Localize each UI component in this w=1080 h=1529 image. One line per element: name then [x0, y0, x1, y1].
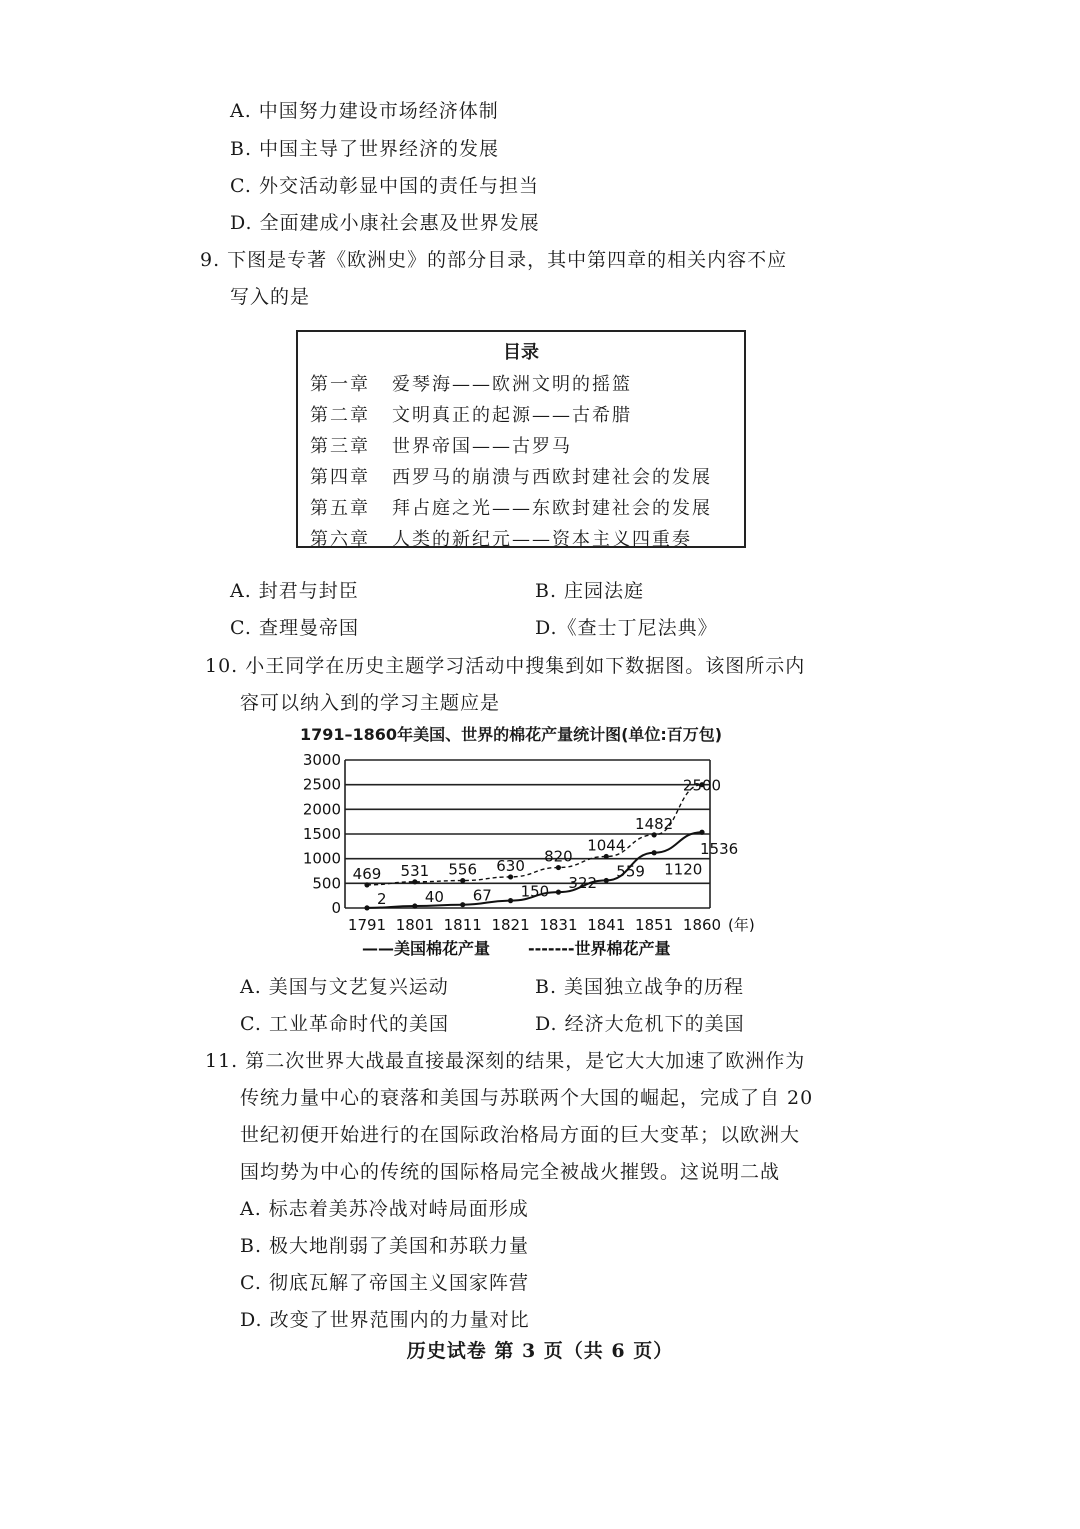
toc-chapter: 第五章: [310, 498, 370, 519]
us-data-label: 1120: [664, 860, 703, 879]
cotton-chart: [0, 740, 1080, 970]
toc-chapter: 第四章: [310, 467, 370, 488]
us-data-label: 40: [424, 888, 444, 907]
y-tick-label: 0: [331, 899, 341, 917]
world-data-label: 531: [400, 861, 430, 880]
toc-row: [310, 463, 712, 489]
q11-stem-line1: 11. 第二次世界大战最直接最深刻的结果，是它大大加速了欧洲作为: [205, 1050, 806, 1072]
q9-stem-line1: 9. 下图是专著《欧洲史》的部分目录，其中第四章的相关内容不应: [200, 249, 788, 271]
us-data-point: [460, 902, 465, 907]
us-data-point: [412, 903, 417, 908]
us-data-point: [556, 890, 561, 895]
toc-chapter: 第二章: [310, 405, 370, 426]
y-tick-label: 2500: [302, 775, 341, 794]
table-of-contents: [296, 330, 746, 548]
x-tick-label: 1821: [491, 916, 530, 934]
us-data-label: 2: [377, 889, 387, 908]
q8-option-c: C. 外交活动彰显中国的责任与担当: [230, 175, 539, 197]
world-data-label: 1044: [587, 836, 626, 855]
us-data-label: 1536: [700, 840, 739, 859]
q10-option-d: D. 经济大危机下的美国: [535, 1013, 745, 1035]
us-data-point: [364, 905, 369, 910]
q8-option-b: B. 中国主导了世界经济的发展: [230, 138, 500, 160]
world-data-point: [556, 865, 561, 870]
toc-text: 拜占庭之光——东欧封建社会的发展: [392, 498, 712, 519]
q11-option-a: A. 标志着美苏冷战对峙局面形成: [240, 1198, 529, 1220]
toc-chapter: 第一章: [310, 374, 370, 395]
world-data-point: [508, 874, 513, 879]
us-data-label: 67: [472, 886, 492, 905]
y-tick-label: 2000: [302, 800, 341, 819]
world-data-label: 469: [352, 864, 382, 883]
world-data-label: 1482: [635, 814, 674, 833]
q11-option-c: C. 彻底瓦解了帝国主义国家阵营: [240, 1272, 529, 1294]
y-tick-label: 1000: [302, 849, 341, 868]
us-data-label: 150: [520, 882, 550, 901]
world-data-label: 2500: [682, 776, 722, 795]
y-tick-label: 3000: [302, 751, 341, 769]
q10-option-a: A. 美国与文艺复兴运动: [240, 976, 449, 998]
q11-stem-line3: 世纪初便开始进行的在国际政治格局方面的巨大变革；以欧洲大: [240, 1124, 801, 1146]
toc-row: [310, 370, 632, 396]
toc-title: 目录: [503, 342, 539, 363]
page-footer: 历史试卷 第 3 页（共 6 页）: [406, 1340, 674, 1362]
us-data-point: [604, 878, 609, 883]
x-tick-label: 1841: [587, 916, 626, 934]
world-data-point: [604, 854, 609, 859]
toc-row: [310, 525, 692, 551]
toc-chapter: 第三章: [310, 436, 370, 457]
us-data-point: [508, 898, 513, 903]
toc-text: 西罗马的崩溃与西欧封建社会的发展: [392, 467, 712, 488]
q10-option-b: B. 美国独立战争的历程: [535, 976, 745, 998]
toc-row: [310, 494, 712, 520]
q9-option-d: D.《查士丁尼法典》: [535, 617, 718, 639]
world-data-point: [652, 832, 657, 837]
toc-chapter: 第六章: [310, 529, 370, 550]
q8-option-a: A. 中国努力建设市场经济体制: [230, 100, 499, 122]
legend-world: -------世界棉花产量: [528, 939, 671, 958]
toc-text: 世界帝国——古罗马: [392, 436, 572, 457]
world-data-label: 556: [448, 860, 478, 879]
q9-option-a: A. 封君与封臣: [230, 580, 359, 602]
x-tick-label: 1860: [682, 916, 722, 934]
x-tick-label: 1801: [395, 916, 434, 934]
world-data-point: [412, 879, 417, 884]
world-data-label: 630: [496, 856, 525, 875]
q10-stem-line2: 容可以纳入到的学习主题应是: [240, 692, 501, 714]
chart-title: 1791–1860年美国、世界的棉花产量统计图(单位:百万包): [300, 725, 723, 744]
us-data-point: [699, 830, 704, 835]
y-tick-label: 1500: [302, 825, 341, 843]
toc-row: [310, 432, 572, 458]
y-tick-label: 500: [312, 874, 341, 893]
us-data-label: 322: [568, 874, 598, 893]
legend-us: ——美国棉花产量: [362, 939, 491, 958]
us-data-point: [652, 850, 657, 855]
q9-option-b: B. 庄园法庭: [535, 580, 645, 602]
toc-row: [310, 401, 632, 427]
world-data-point: [364, 882, 369, 887]
x-tick-label: 1791: [347, 916, 387, 934]
us-data-label: 559: [616, 862, 645, 881]
x-tick-label: 1851: [635, 916, 674, 934]
q11-stem-line4: 国均势为中心的传统的国际格局完全被战火摧毁。这说明二战: [240, 1161, 781, 1183]
world-data-label: 820: [544, 847, 573, 866]
q11-stem-line2: 传统力量中心的衰落和美国与苏联两个大国的崛起，完成了自 20: [240, 1087, 814, 1109]
toc-text: 爱琴海——欧洲文明的摇篮: [392, 374, 632, 395]
x-tick-label: 1831: [539, 916, 578, 934]
q10-stem-line1: 10. 小王同学在历史主题学习活动中搜集到如下数据图。该图所示内: [205, 655, 806, 677]
toc-text: 人类的新纪元——资本主义四重奏: [392, 529, 692, 550]
q11-option-d: D. 改变了世界范围内的力量对比: [240, 1309, 530, 1331]
q8-option-d: D. 全面建成小康社会惠及世界发展: [230, 212, 540, 234]
toc-text: 文明真正的起源——古希腊: [392, 405, 632, 426]
q11-option-b: B. 极大地削弱了美国和苏联力量: [240, 1235, 530, 1257]
q9-stem-line2: 写入的是: [230, 286, 311, 308]
world-data-point: [460, 878, 465, 883]
q10-option-c: C. 工业革命时代的美国: [240, 1013, 449, 1035]
x-axis-unit: (年): [728, 916, 755, 934]
x-tick-label: 1811: [443, 916, 482, 934]
q9-option-c: C. 查理曼帝国: [230, 617, 359, 639]
